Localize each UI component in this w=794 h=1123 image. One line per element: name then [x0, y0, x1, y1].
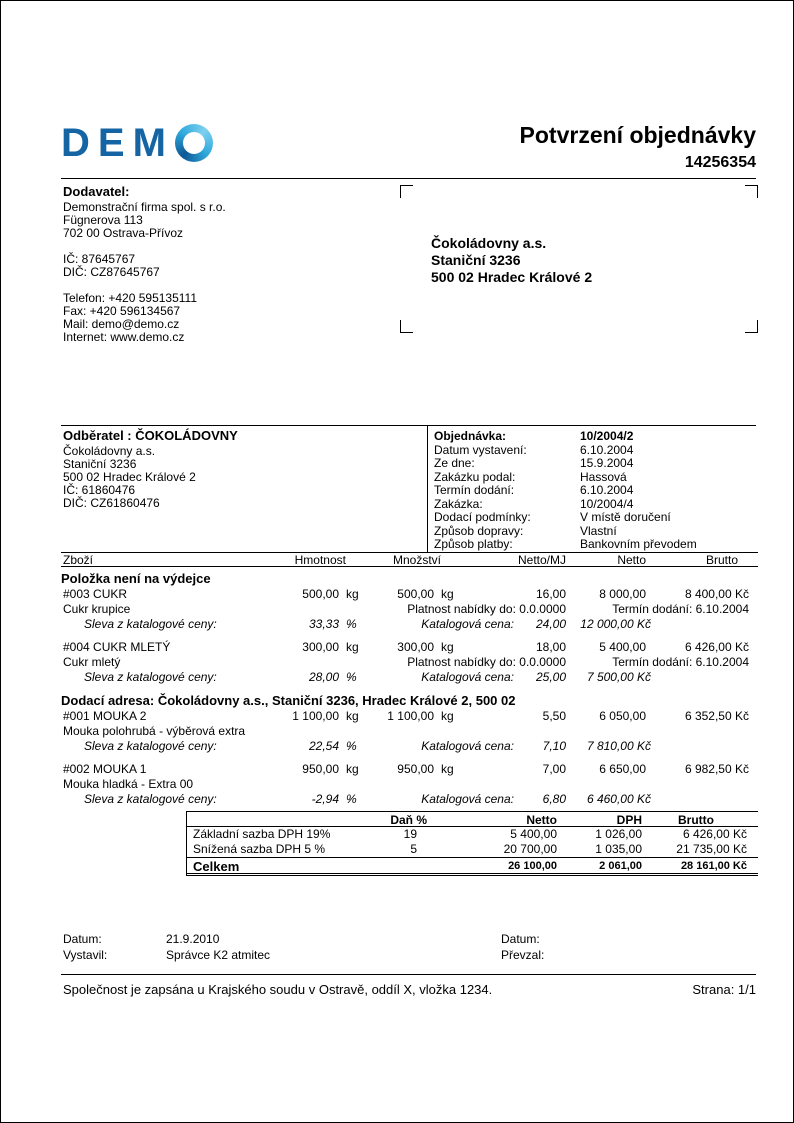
summary-total-brutto: 28 161,00 Kč [680, 860, 747, 872]
date-label: Datum: [63, 932, 102, 946]
item-netto-per-unit: 16,00 [535, 587, 566, 601]
order-info-row [434, 511, 697, 525]
customer-city: 500 02 Hradec Králové 2 [63, 470, 196, 484]
order-info-value: 10/2004/4 [580, 496, 634, 511]
item-weight-unit: kg [346, 762, 359, 776]
item-weight: 950,00 [302, 762, 339, 776]
item-brutto: 6 352,50 Kč [684, 709, 749, 723]
item-brutto: 6 426,00 Kč [684, 640, 749, 654]
summary-row-brutto: 21 735,00 Kč [676, 842, 747, 856]
item-discount-row [61, 670, 758, 685]
customer-header: Odběratel : ČOKOLÁDOVNY [63, 428, 238, 443]
item-discount-unit: % [346, 617, 357, 631]
item-description: Mouka polohrubá - výběrová extra [63, 724, 246, 738]
order-info-value: 6.10.2004 [580, 442, 634, 457]
section-header-delivery-address: Dodací adresa: Čokoládovny a.s., Staniční 3236, Hradec Králové 2, 500 02 [61, 693, 516, 708]
company-logo [61, 121, 213, 165]
table-row-item-3 [61, 709, 758, 754]
item-discount-row [61, 617, 758, 632]
summary-row-reduced-rate [187, 842, 758, 857]
recipient-address [431, 235, 592, 286]
summary-row-dph: 1 026,00 [595, 827, 642, 841]
item-catalog-label: Katalogová cena: [421, 670, 514, 684]
order-info-row [434, 471, 697, 485]
page-title: Potvrzení objednávky [519, 122, 756, 148]
summary-row-brutto: 6 426,00 Kč [682, 827, 747, 841]
item-weight-unit: kg [346, 587, 359, 601]
column-header-quantity: Množství [392, 553, 441, 567]
order-info-label: Dodací podmínky: [434, 510, 531, 524]
item-code: #002 MOUKA 1 [63, 762, 147, 776]
table-row-item-1 [61, 587, 758, 632]
item-catalog-label: Katalogová cena: [421, 739, 514, 753]
order-info-row [434, 498, 697, 512]
order-info-value: V místě doručení [580, 510, 671, 524]
item-netto: 6 050,00 [599, 709, 646, 723]
order-info-label: Způsob dopravy: [434, 523, 524, 538]
item-netto: 8 000,00 [599, 587, 646, 601]
item-discount-value: 33,33 [308, 617, 339, 631]
order-info-row [434, 444, 697, 458]
summary-total-dph: 2 061,00 [599, 860, 642, 872]
item-description-row [61, 655, 758, 670]
recipient-name: Čokoládovny a.s. [431, 235, 547, 251]
order-info-label: Zakázku podal: [434, 469, 516, 484]
item-description-row [61, 724, 758, 739]
summary-row-base-rate [187, 827, 758, 842]
order-info-row [434, 430, 697, 444]
summary-row-total [187, 857, 758, 876]
item-discount-label: Sleva z katalogové ceny: [84, 670, 217, 684]
column-header-goods: Zboží [63, 553, 94, 567]
supplier-label: Dodavatel: [63, 184, 130, 199]
order-info-label: Objednávka: [434, 429, 507, 443]
header-divider [61, 178, 756, 179]
item-brutto: 6 982,50 Kč [684, 762, 749, 776]
corner-mark-top-right [745, 185, 758, 198]
logo-text: DEM [61, 121, 174, 165]
item-offer-validity: Platnost nabídky do: 0.0.0000 [407, 602, 566, 616]
summary-row-netto: 5 400,00 [510, 827, 557, 841]
table-row-item-4 [61, 762, 758, 807]
item-discount-row [61, 739, 758, 754]
date-value: 21.9.2010 [166, 932, 220, 946]
recipient-city: 500 02 Hradec Králové 2 [431, 269, 593, 285]
order-info-row [434, 457, 697, 471]
item-discount-unit: % [346, 739, 357, 753]
item-weight-unit: kg [346, 640, 359, 654]
supplier-fax: Fax: +420 596134567 [63, 304, 181, 318]
supplier-internet: Internet: www.demo.cz [63, 330, 185, 344]
summary-total-label: Celkem [193, 859, 240, 874]
section-header-no-issue: Položka není na výdejce [61, 571, 211, 586]
vertical-divider [427, 425, 428, 553]
item-catalog-label: Katalogová cena: [421, 617, 514, 631]
order-info-label: Termín dodání: [434, 483, 515, 497]
summary-header-brutto: Brutto [678, 813, 714, 827]
item-brutto: 8 400,00 Kč [684, 587, 749, 601]
item-netto-per-unit: 5,50 [542, 709, 566, 723]
item-catalog-total: 7 500,00 Kč [586, 670, 651, 684]
order-info-row [434, 484, 697, 498]
order-info-label: Zakázka: [434, 496, 483, 511]
summary-row-label: Základní sazba DPH 19% [193, 827, 331, 841]
document-number: 14256354 [684, 154, 756, 171]
item-discount-row [61, 792, 758, 807]
order-info-label: Datum vystavení: [434, 442, 527, 457]
table-row-item-2 [61, 640, 758, 685]
item-discount-label: Sleva z katalogové ceny: [84, 792, 217, 806]
supplier-dic: DIČ: CZ87645767 [63, 265, 160, 279]
item-netto: 5 400,00 [599, 640, 646, 654]
item-delivery-term: Termín dodání: 6.10.2004 [612, 602, 749, 616]
item-main-row [61, 762, 758, 777]
summary-row-dph: 1 035,00 [595, 842, 642, 856]
page-number: Strana: 1/1 [692, 982, 756, 997]
received-by-label: Převzal: [501, 948, 545, 962]
address-window [400, 185, 758, 333]
item-catalog-price: 25,00 [535, 670, 566, 684]
summary-header-dph: DPH [616, 813, 642, 827]
customer-dic: DIČ: CZ61860476 [63, 496, 160, 510]
item-catalog-price: 6,80 [542, 792, 566, 806]
issued-by-label: Vystavil: [63, 948, 108, 962]
summary-header-netto: Netto [526, 813, 557, 827]
item-description: Cukr krupice [63, 602, 131, 616]
corner-mark-top-left [400, 185, 413, 198]
customer-name: Čokoládovny a.s. [63, 444, 156, 458]
item-discount-unit: % [346, 792, 357, 806]
footer-divider [61, 974, 756, 975]
item-quantity: 300,00 [397, 640, 434, 654]
item-quantity-unit: kg [441, 587, 454, 601]
customer-street: Staniční 3236 [63, 457, 137, 471]
item-discount-label: Sleva z katalogové ceny: [84, 739, 217, 753]
column-header-netto-per-unit: Netto/MJ [517, 553, 566, 567]
supplier-mail: Mail: demo@demo.cz [63, 317, 180, 331]
item-netto-per-unit: 18,00 [535, 640, 566, 654]
item-netto-per-unit: 7,00 [542, 762, 566, 776]
summary-header-row [187, 811, 758, 827]
item-code: #003 CUKR [63, 587, 128, 601]
supplier-street: Fügnerova 113 [63, 213, 143, 227]
summary-row-tax: 5 [410, 842, 417, 856]
item-discount-value: -2,94 [311, 792, 339, 806]
item-quantity-unit: kg [441, 709, 454, 723]
legal-text: Společnost je zapsána u Krajského soudu v Ostravě, oddíl X, vložka 1234. [63, 982, 493, 997]
column-header-netto: Netto [617, 553, 646, 567]
item-discount-value: 28,00 [308, 670, 339, 684]
summary-row-netto: 20 700,00 [503, 842, 557, 856]
item-weight: 1 100,00 [292, 709, 339, 723]
item-catalog-price: 7,10 [542, 739, 566, 753]
item-main-row [61, 709, 758, 724]
summary-row-tax: 19 [403, 827, 417, 841]
item-catalog-label: Katalogová cena: [421, 792, 514, 806]
item-discount-label: Sleva z katalogové ceny: [84, 617, 217, 631]
customer-ic: IČ: 61860476 [63, 483, 136, 497]
summary-header-tax: Daň % [390, 813, 427, 827]
order-info-label: Ze dne: [434, 456, 475, 470]
order-info-value: 6.10.2004 [580, 483, 634, 497]
item-main-row [61, 587, 758, 602]
supplier-name: Demonstrační firma spol. s r.o. [63, 200, 226, 214]
order-info-row [434, 538, 697, 552]
item-quantity: 1 100,00 [387, 709, 434, 723]
item-weight: 300,00 [302, 640, 339, 654]
supplier-phone: Telefon: +420 595135111 [63, 291, 198, 305]
item-main-row [61, 640, 758, 655]
title-block [520, 122, 756, 172]
item-quantity-unit: kg [441, 640, 454, 654]
order-info-value: Vlastní [580, 523, 617, 538]
column-header-weight: Hmotnost [294, 553, 346, 567]
item-code: #001 MOUKA 2 [63, 709, 147, 723]
item-catalog-price: 24,00 [535, 617, 566, 631]
item-quantity: 500,00 [397, 587, 434, 601]
item-netto: 6 650,00 [599, 762, 646, 776]
item-catalog-total: 7 810,00 Kč [586, 739, 651, 753]
corner-mark-bottom-right [745, 320, 758, 333]
items-table-header [61, 552, 758, 567]
summary-row-label: Snížená sazba DPH 5 % [193, 842, 326, 856]
order-info-block [434, 430, 697, 552]
section-divider [61, 425, 756, 426]
order-info-label: Způsob platby: [434, 537, 513, 551]
item-quantity: 950,00 [397, 762, 434, 776]
supplier-city: 702 00 Ostrava-Přívoz [63, 226, 184, 240]
item-weight-unit: kg [346, 709, 359, 723]
item-delivery-term: Termín dodání: 6.10.2004 [612, 655, 749, 669]
item-catalog-total: 12 000,00 Kč [580, 617, 651, 631]
item-catalog-total: 6 460,00 Kč [586, 792, 651, 806]
customer-block [63, 429, 238, 510]
column-header-brutto: Brutto [705, 553, 738, 567]
item-description: Cukr mletý [63, 655, 121, 669]
recipient-street: Staniční 3236 [431, 252, 521, 268]
item-code: #004 CUKR MLETÝ [63, 640, 171, 654]
supplier-block [63, 185, 226, 344]
item-description-row [61, 777, 758, 792]
items-table-body [61, 571, 758, 815]
item-quantity-unit: kg [441, 762, 454, 776]
item-offer-validity: Platnost nabídky do: 0.0.0000 [407, 655, 566, 669]
order-info-value: Bankovním převodem [580, 537, 697, 551]
summary-total-netto: 26 100,00 [508, 860, 557, 872]
order-info-value: 15.9.2004 [580, 456, 634, 470]
item-discount-unit: % [346, 670, 357, 684]
item-discount-value: 22,54 [308, 739, 339, 753]
order-info-value: Hassová [580, 469, 627, 484]
order-info-row [434, 525, 697, 539]
supplier-ic: IČ: 87645767 [63, 252, 136, 266]
vat-summary-table [186, 811, 758, 876]
logo-o-ring-icon [175, 124, 213, 162]
issued-by-value: Správce K2 atmitec [166, 948, 271, 962]
date-label-right: Datum: [501, 932, 540, 946]
item-description: Mouka hladká - Extra 00 [63, 777, 194, 791]
order-info-value: 10/2004/2 [580, 429, 634, 443]
item-weight: 500,00 [302, 587, 339, 601]
corner-mark-bottom-left [400, 320, 413, 333]
item-description-row [61, 602, 758, 617]
